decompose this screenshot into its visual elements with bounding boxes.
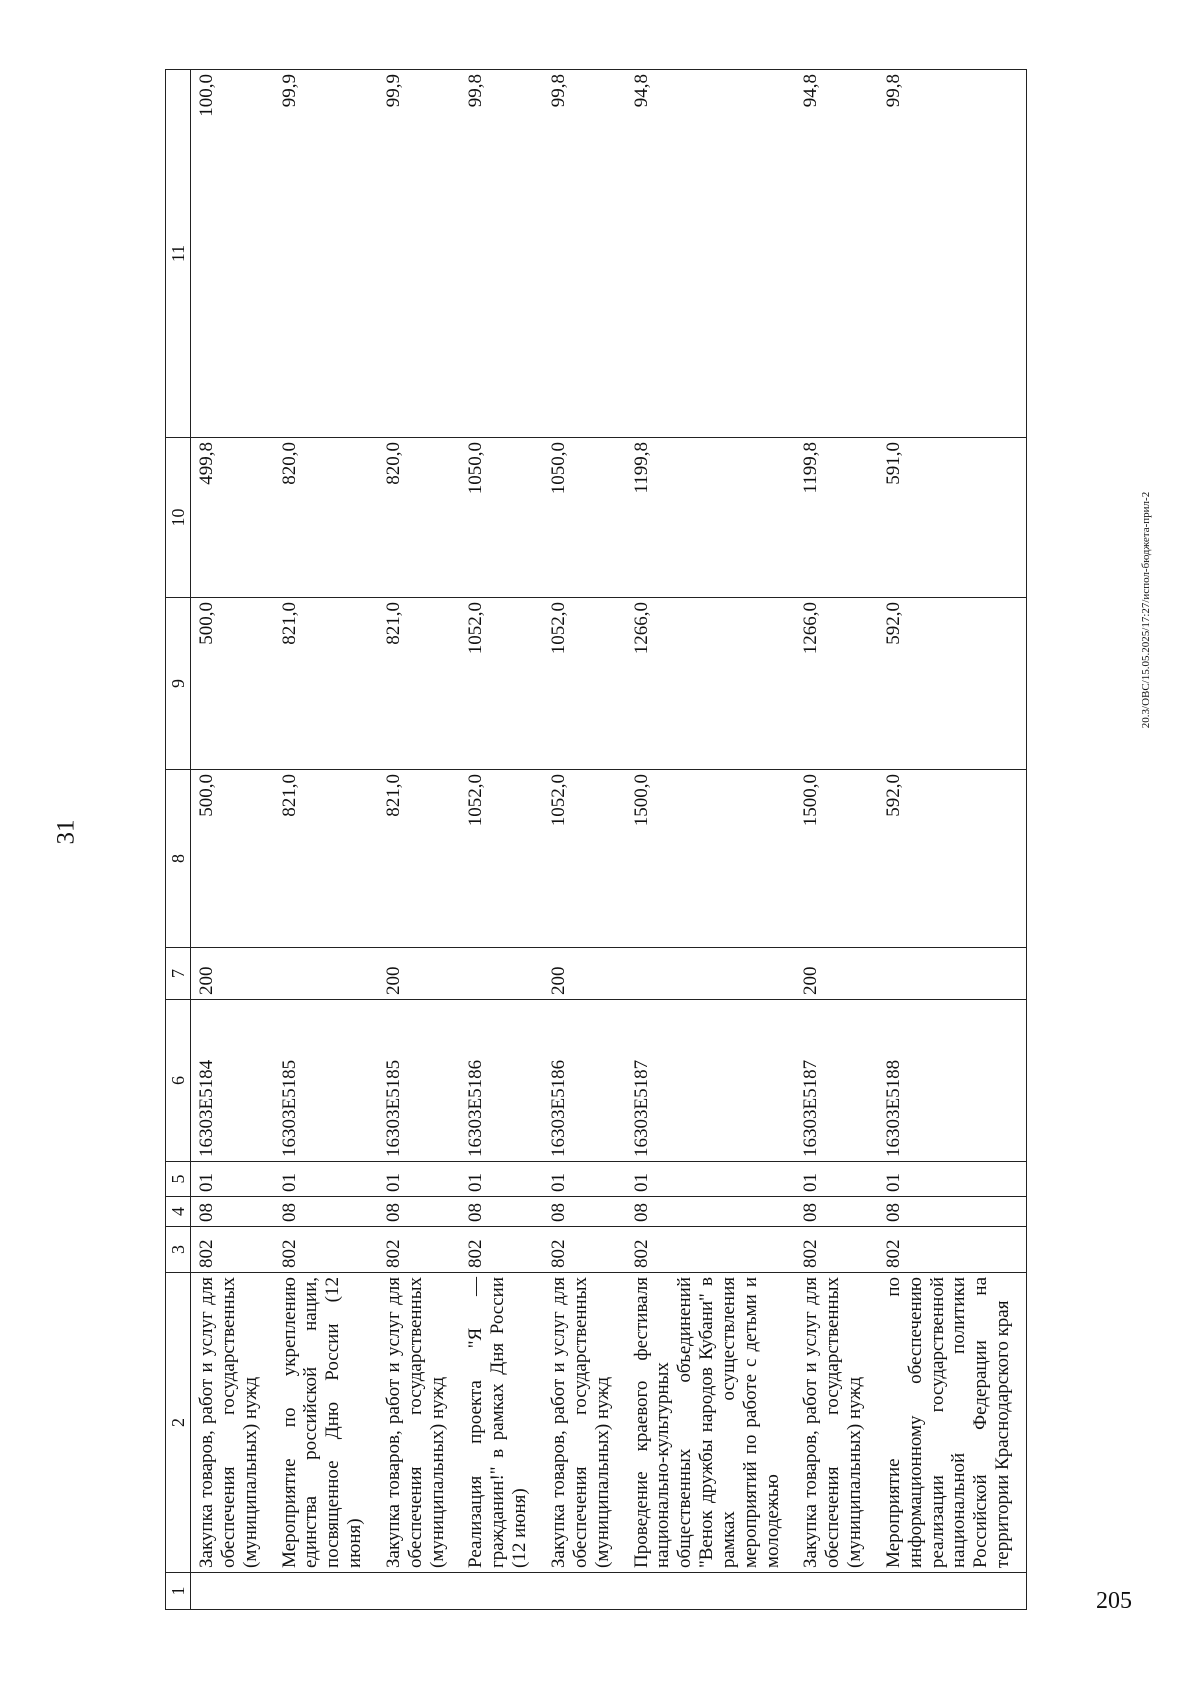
row-index-cell: [274, 1573, 378, 1610]
column-header: 4: [166, 1197, 191, 1227]
row-index-cell: [626, 1573, 796, 1610]
row-index-cell: [191, 1573, 274, 1610]
column-header: 2: [166, 1273, 191, 1573]
table-row: [378, 70, 461, 1610]
expense-type-cell: 200: [543, 948, 626, 1000]
expense-type-cell: 200: [378, 948, 461, 1000]
execution-percent-cell: 99,8: [543, 70, 626, 438]
ministry-code-cell: 802: [191, 1227, 274, 1273]
row-index-cell: [460, 1573, 543, 1610]
approved-amount-cell: 1052,0: [460, 770, 543, 948]
row-index-cell: [543, 1573, 626, 1610]
execution-percent-cell: 94,8: [626, 70, 796, 438]
target-article-cell: 16303E5186: [543, 1000, 626, 1162]
column-header: 1: [166, 1573, 191, 1610]
column-header: 7: [166, 948, 191, 1000]
ministry-code-cell: 802: [878, 1227, 1027, 1273]
column-header: 8: [166, 770, 191, 948]
executed-amount-cell: 591,0: [878, 438, 1027, 598]
approved-amount-cell: 821,0: [274, 770, 378, 948]
column-header: 10: [166, 438, 191, 598]
section-code-cell: 08: [626, 1197, 796, 1227]
planned-amount-cell: 1052,0: [460, 598, 543, 770]
expense-type-cell: [460, 948, 543, 1000]
expense-name-cell: Мероприятие по информационному обеспечению реализации государственной национальной политики Российской Федерации на территории Краснодарского края: [878, 1273, 1027, 1573]
execution-percent-cell: 99,8: [878, 70, 1027, 438]
approved-amount-cell: 821,0: [378, 770, 461, 948]
expense-name-cell: Закупка товаров, работ и услуг для обеспечения государственных (муниципальных) нужд: [543, 1273, 626, 1573]
budget-table: [165, 69, 1027, 1610]
column-header: 3: [166, 1227, 191, 1273]
target-article-cell: 16303E5185: [378, 1000, 461, 1162]
subsection-code-cell: 01: [626, 1162, 796, 1197]
execution-percent-cell: 99,9: [378, 70, 461, 438]
rotated-table-container: [165, 70, 1014, 1610]
section-code-cell: 08: [191, 1197, 274, 1227]
subsection-code-cell: 01: [191, 1162, 274, 1197]
approved-amount-cell: 1500,0: [795, 770, 878, 948]
executed-amount-cell: 820,0: [274, 438, 378, 598]
planned-amount-cell: 1266,0: [626, 598, 796, 770]
table-row: [543, 70, 626, 1610]
ministry-code-cell: 802: [378, 1227, 461, 1273]
expense-name-cell: Мероприятие по укреплению единства российской нации, посвященное Дню России (12 июня): [274, 1273, 378, 1573]
subsection-code-cell: 01: [460, 1162, 543, 1197]
expense-type-cell: [626, 948, 796, 1000]
executed-amount-cell: 1199,8: [795, 438, 878, 598]
column-header: 11: [166, 70, 191, 438]
row-index-cell: [795, 1573, 878, 1610]
document-reference-text: 20.3/ОВС/15.05.2025/17:27/испол-бюджета-прил-2: [1140, 491, 1152, 729]
ministry-code-cell: 802: [460, 1227, 543, 1273]
section-code-cell: 08: [795, 1197, 878, 1227]
target-article-cell: 16303E5187: [626, 1000, 796, 1162]
planned-amount-cell: 1266,0: [795, 598, 878, 770]
section-code-cell: 08: [878, 1197, 1027, 1227]
execution-percent-cell: 99,9: [274, 70, 378, 438]
table-row: [795, 70, 878, 1610]
table-row: [460, 70, 543, 1610]
table-row: [191, 70, 274, 1610]
target-article-cell: 16303E5188: [878, 1000, 1027, 1162]
target-article-cell: 16303E5185: [274, 1000, 378, 1162]
table-row: [878, 70, 1027, 1610]
table-row: [274, 70, 378, 1610]
footer-page-number: 205: [1096, 1588, 1132, 1614]
execution-percent-cell: 94,8: [795, 70, 878, 438]
approved-amount-cell: 592,0: [878, 770, 1027, 948]
row-index-cell: [378, 1573, 461, 1610]
execution-percent-cell: 100,0: [191, 70, 274, 438]
column-header: 6: [166, 1000, 191, 1162]
ministry-code-cell: 802: [626, 1227, 796, 1273]
executed-amount-cell: 499,8: [191, 438, 274, 598]
expense-name-cell: Закупка товаров, работ и услуг для обеспечения государственных (муниципальных) нужд: [795, 1273, 878, 1573]
target-article-cell: 16303E5184: [191, 1000, 274, 1162]
section-code-cell: 08: [378, 1197, 461, 1227]
approved-amount-cell: 1052,0: [543, 770, 626, 948]
planned-amount-cell: 500,0: [191, 598, 274, 770]
section-code-cell: 08: [460, 1197, 543, 1227]
subsection-code-cell: 01: [378, 1162, 461, 1197]
target-article-cell: 16303E5187: [795, 1000, 878, 1162]
planned-amount-cell: 592,0: [878, 598, 1027, 770]
executed-amount-cell: 1050,0: [460, 438, 543, 598]
planned-amount-cell: 821,0: [274, 598, 378, 770]
approved-amount-cell: 500,0: [191, 770, 274, 948]
subsection-code-cell: 01: [878, 1162, 1027, 1197]
target-article-cell: 16303E5186: [460, 1000, 543, 1162]
expense-name-cell: Закупка товаров, работ и услуг для обеспечения государственных (муниципальных) нужд: [191, 1273, 274, 1573]
expense-name-cell: Проведение краевого фестиваля национально-культурных общественных объединений "Венок дружбы народов Кубани" в рамках осуществления мероприятий по работе с детьми и молодежью: [626, 1273, 796, 1573]
section-code-cell: 08: [543, 1197, 626, 1227]
header-row: [166, 70, 191, 1610]
ministry-code-cell: 802: [274, 1227, 378, 1273]
planned-amount-cell: 821,0: [378, 598, 461, 770]
approved-amount-cell: 1500,0: [626, 770, 796, 948]
page-number: 31: [52, 819, 80, 845]
ministry-code-cell: 802: [795, 1227, 878, 1273]
table-row: [626, 70, 796, 1610]
expense-type-cell: [274, 948, 378, 1000]
planned-amount-cell: 1052,0: [543, 598, 626, 770]
executed-amount-cell: 1050,0: [543, 438, 626, 598]
row-index-cell: [878, 1573, 1027, 1610]
execution-percent-cell: 99,8: [460, 70, 543, 438]
column-header: 5: [166, 1162, 191, 1197]
column-header: 9: [166, 598, 191, 770]
executed-amount-cell: 820,0: [378, 438, 461, 598]
ministry-code-cell: 802: [543, 1227, 626, 1273]
expense-type-cell: 200: [191, 948, 274, 1000]
section-code-cell: 08: [274, 1197, 378, 1227]
subsection-code-cell: 01: [274, 1162, 378, 1197]
subsection-code-cell: 01: [543, 1162, 626, 1197]
executed-amount-cell: 1199,8: [626, 438, 796, 598]
expense-name-cell: Реализация проекта "Я — гражданин!" в рамках Дня России (12 июня): [460, 1273, 543, 1573]
expense-name-cell: Закупка товаров, работ и услуг для обеспечения государственных (муниципальных) нужд: [378, 1273, 461, 1573]
expense-type-cell: [878, 948, 1027, 1000]
expense-type-cell: 200: [795, 948, 878, 1000]
subsection-code-cell: 01: [795, 1162, 878, 1197]
